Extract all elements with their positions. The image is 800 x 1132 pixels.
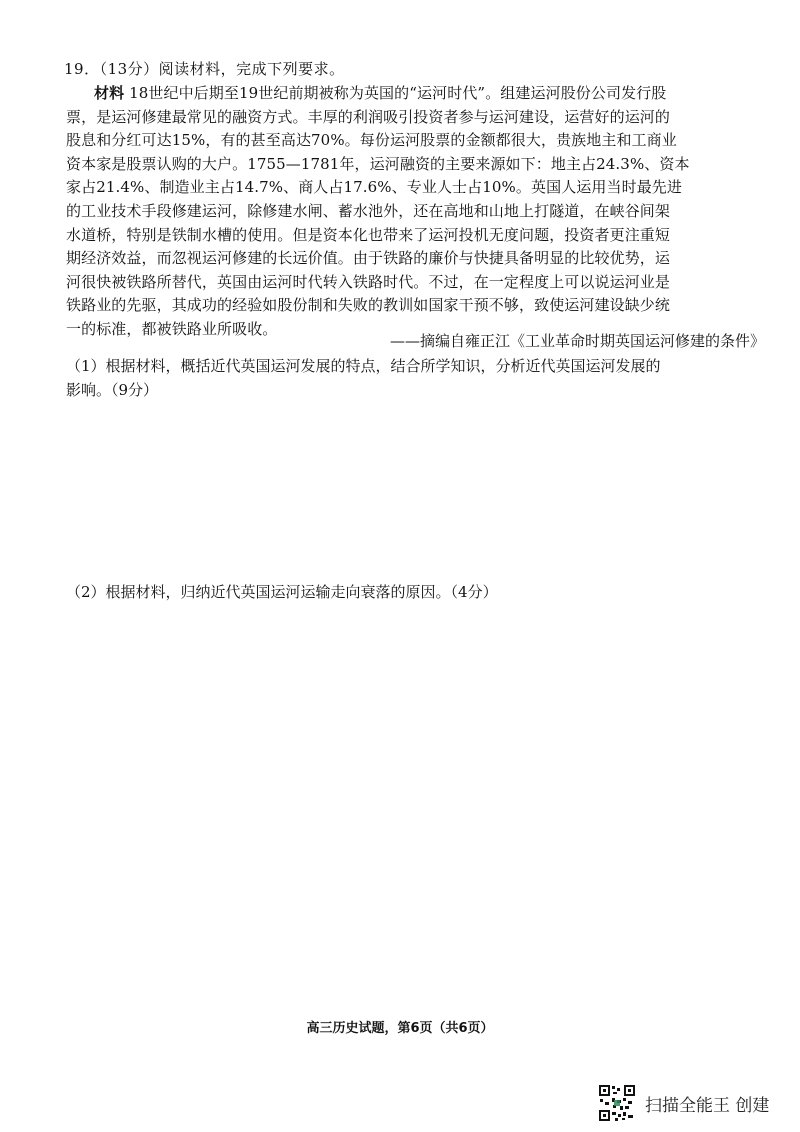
sub-question-1-line: 影响。（9分） <box>66 381 159 399</box>
page-footer: 高三历史试题，第6页（共6页） <box>306 1021 494 1036</box>
material-line: 家占21.4%、制造业主占14.7%、商人占17.6%、专业人士占10%。英国人运用当时最先进 <box>66 178 682 197</box>
material-line: 股息和分红可达15%，有的甚至高达70%。每份运河股票的金额都很大，贵族地主和工商业 <box>66 131 677 150</box>
material-line: 一的标准，都被铁路业所吸收。 <box>66 319 278 338</box>
material-line <box>66 82 680 106</box>
material-line: 的工业技术手段修建运河，除修建水闸、蓄水池外，还在高地和山地上打隧道，在峡谷间架 <box>66 201 671 220</box>
material-line: 铁路业的先驱，其成功的经验如股份制和失败的教训如国家干预不够，致使运河建设缺少统 <box>66 296 671 315</box>
material-text: 18世纪中后期至19世纪前期被称为英国的“运河时代”。组建运河股份公司发行股 <box>129 84 667 102</box>
material-source: ——摘编自雍正江《工业革命时期英国运河修建的条件》 <box>390 332 766 350</box>
material-line: 河很快被铁路所替代，英国由运河时代转入铁路时代。不过，在一定程度上可以说运河业是 <box>66 272 671 291</box>
question-title: 19．（13分）阅读材料，完成下列要求。 <box>64 60 345 78</box>
material-passage <box>66 82 690 342</box>
material-label: 材料 <box>94 84 125 102</box>
material-line: 票，是运河修建最常见的融资方式。丰厚的利润吸引投资者参与运河建设，运营好的运河的 <box>66 107 671 126</box>
qr-code-icon <box>598 1084 636 1122</box>
material-line: 期经济效益，而忽视运河修建的长远价值。由于铁路的廉价与快捷具备明显的比较优势，运 <box>66 249 671 268</box>
watermark-text: 扫描全能王 创建 <box>645 1096 770 1116</box>
sub-question-2: （2）根据材料，归纳近代英国运河运输走向衰落的原因。（4分） <box>66 583 498 601</box>
sub-question-1-line: （1）根据材料，概括近代英国运河发展的特点，结合所学知识，分析近代英国运河发展的 <box>66 357 661 375</box>
material-line: 水道桥，特别是铁制水槽的使用。但是资本化也带来了运河投机无度问题，投资者更注重短 <box>66 225 671 244</box>
sub-question-1 <box>66 354 686 402</box>
material-line: 资本家是股票认购的大户。1755—1781年，运河融资的主要来源如下：地主占24.3%、资本 <box>66 154 690 173</box>
